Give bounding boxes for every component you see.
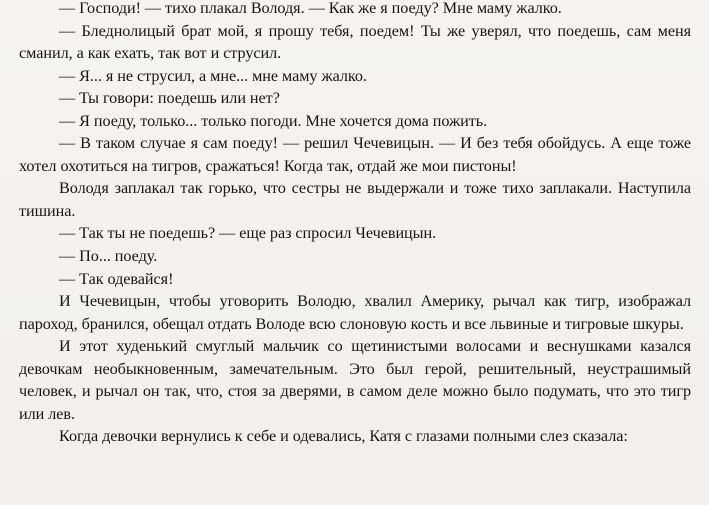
paragraph-12: И этот худенький смуглый мальчик со щетинистыми волосами и веснушками казался девочкам необыкновенным, замечательным. Это был герой, решительный, неустрашимый человек, и рычал он так, что, стоя за дверями, в самом деле можно было подумать, что это тигр или лев. [19,337,691,423]
paragraph-2: — Бледнолицый брат мой, я прошу тебя, поедем! Ты же уверял, что поедешь, сам меня сманил, а как ехать, так вот и струсил. [19,21,691,63]
paragraph-10: — Так одевайся! [59,269,174,288]
story-text [19,0,691,448]
paragraph-3: — Я... я не струсил, а мне... мне маму жалко. [59,66,367,85]
paragraph-4: — Ты говори: поедешь или нет? [59,89,280,108]
paragraph-9: — По... поеду. [59,247,158,266]
paragraph-13: Когда девочки вернулись к себе и одевались, Катя с глазами полными слез сказала: [59,427,628,446]
paragraph-8: — Так ты не поедешь? — еще раз спросил Чечевицын. [59,224,437,243]
paragraph-6: — В таком случае я сам поеду! — решил Чечевицын. — И без тебя обойдусь. А еще тоже хотел охотиться на тигров, сражаться! Когда так, отдай же мои пистоны! [19,134,691,175]
paragraph-1: — Господи! — тихо плакал Володя. — Как же я поеду? Мне маму жалко. [59,0,562,17]
paragraph-7: Володя заплакал так горько, что сестры не выдержали и тоже тихо заплакали. Наступила тишина. [19,179,691,220]
paragraph-5: — Я поеду, только... только погоди. Мне хочется дома пожить. [59,111,488,130]
paragraph-11: И Чечевицын, чтобы уговорить Володю, хвалил Америку, рычал как тигр, изображал пароход, бранился, обещал отдать Володе всю слоновую кость и все львиные и тигровые шкуры. [19,292,691,333]
